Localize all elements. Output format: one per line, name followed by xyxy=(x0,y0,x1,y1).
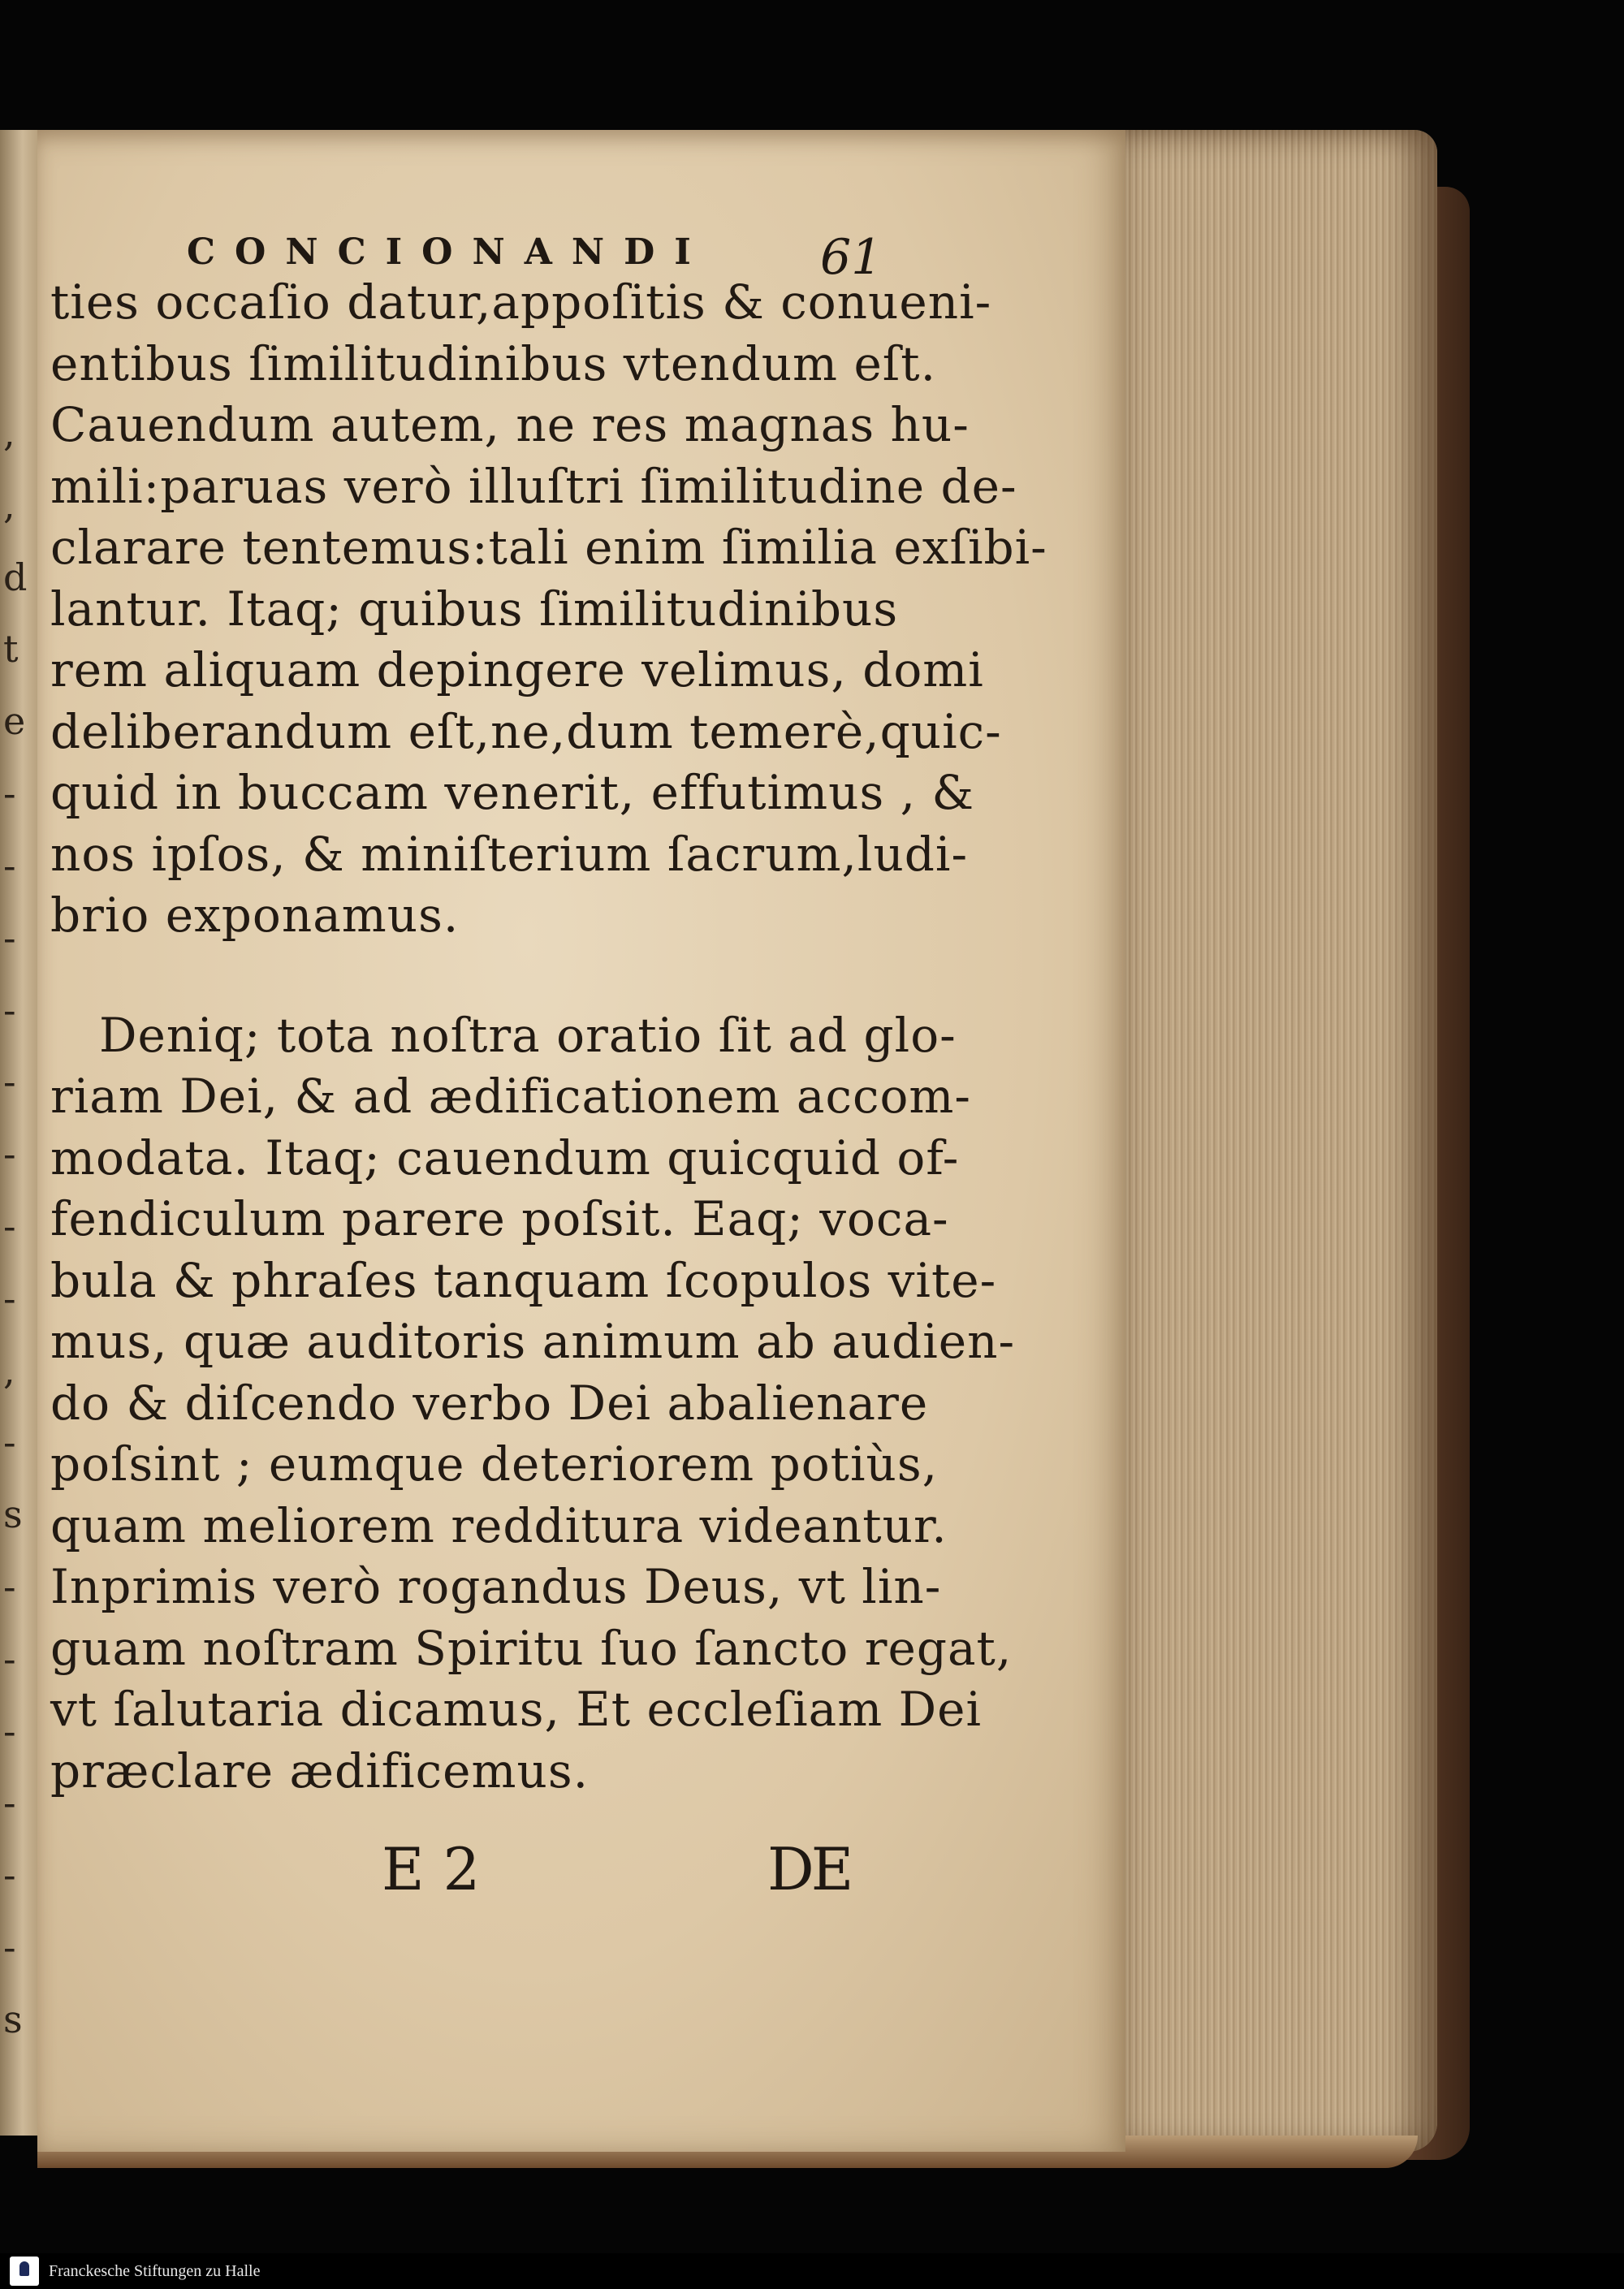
left-page-fragment: s xyxy=(3,1997,23,2041)
left-page-fragment: - xyxy=(3,1925,16,1970)
text-line: præclare ædificemus. xyxy=(50,1743,590,1799)
text-line: Cauendum autem, ne res magnas hu- xyxy=(50,397,970,452)
text-line: quam meliorem redditura videantur. xyxy=(50,1497,948,1553)
text-line: modata. Itaq; cauendum quicquid of- xyxy=(50,1129,960,1186)
left-page-fragment: , xyxy=(3,411,15,455)
signature-mark: E 2 xyxy=(382,1835,481,1903)
text-line: do & diſcendo verbo Dei abalienare xyxy=(50,1375,929,1431)
attribution-text: Franckesche Stiftungen zu Halle xyxy=(49,2261,261,2280)
left-page-fragment: - xyxy=(3,1276,16,1320)
paragraph-gap xyxy=(50,947,911,1005)
left-page-fragment: t xyxy=(3,627,19,672)
left-page-fragment: - xyxy=(3,1853,16,1898)
left-page-fragment: - xyxy=(3,1420,16,1465)
text-line: deliberandum eſt,ne,dum temerè,quic- xyxy=(50,703,1002,759)
text-line: Deniq; tota noſtra oratio ſit ad glo- xyxy=(99,1007,957,1063)
text-line: poſsint ; eumque deteriorem potiùs, xyxy=(50,1436,939,1492)
left-page-fragment: , xyxy=(3,482,15,527)
left-page-fragment: - xyxy=(3,1565,16,1609)
left-page-fragment: d xyxy=(3,555,28,599)
left-page-fragment: - xyxy=(3,1636,16,1681)
left-page-fragment: - xyxy=(3,771,16,816)
left-page-text-fragments xyxy=(3,411,32,2041)
left-facing-page-edge xyxy=(0,130,39,2136)
text-line: lantur. Itaq; quibus ſimilitudinibus xyxy=(50,581,899,637)
left-page-fragment: , xyxy=(3,1348,15,1393)
left-page-fragment: - xyxy=(3,1708,16,1753)
institution-logo-icon xyxy=(10,2257,39,2286)
text-line: vt ſalutaria dicamus, Et eccleſiam Dei xyxy=(50,1682,983,1737)
page-stack xyxy=(1112,130,1437,2152)
text-line: nos ipſos, & miniſterium ſacrum,ludi- xyxy=(50,826,969,882)
left-page-fragment: e xyxy=(3,699,26,744)
left-page-fragment: - xyxy=(3,1203,16,1248)
text-line: fendiculum parere poſsit. Eaq; voca- xyxy=(50,1191,949,1246)
text-line: clarare tentemus:tali enim ſimilia exſibi- xyxy=(50,520,1047,575)
text-line: brio exponamus. xyxy=(50,888,460,943)
left-page-fragment: - xyxy=(3,1060,16,1104)
running-head: CONCIONANDI xyxy=(187,231,710,273)
text-line: riam Dei, & ad ædificationem accom- xyxy=(50,1069,971,1124)
page-number: 61 xyxy=(820,229,883,286)
text-line: quid in buccam venerit, effutimus , & xyxy=(50,765,975,820)
text-line: mili:paruas verò illuſtri ſimilitudine de- xyxy=(50,458,1017,514)
left-page-fragment: - xyxy=(3,843,16,888)
text-line: entibus ſimilitudinibus vtendum eſt. xyxy=(50,335,937,391)
catchword: DE xyxy=(767,1835,851,1903)
text-line: rem aliquam depingere velimus, domi xyxy=(50,642,984,697)
text-line: guam noſtram Spiritu ſuo ſancto regat, xyxy=(50,1620,1013,1676)
left-page-fragment: - xyxy=(3,1781,16,1825)
left-page-fragment: - xyxy=(3,987,16,1032)
left-page-fragment: s xyxy=(3,1492,23,1537)
left-page-fragment: - xyxy=(3,1132,16,1177)
left-page-fragment: - xyxy=(3,915,16,960)
text-line: Inprimis verò rogandus Deus, vt lin- xyxy=(50,1559,942,1614)
paragraph-2 xyxy=(50,1005,1016,1803)
paragraph-1 xyxy=(50,272,1047,947)
text-line: mus, quæ auditoris animum ab audien- xyxy=(50,1314,1016,1369)
text-line: ties occaſio datur,appoſitis & conueni- xyxy=(50,274,992,330)
text-line: bula & phraſes tanquam ſcopulos vite- xyxy=(50,1252,997,1308)
attribution-footer xyxy=(0,2253,1624,2289)
page-text-block xyxy=(50,272,1047,1802)
